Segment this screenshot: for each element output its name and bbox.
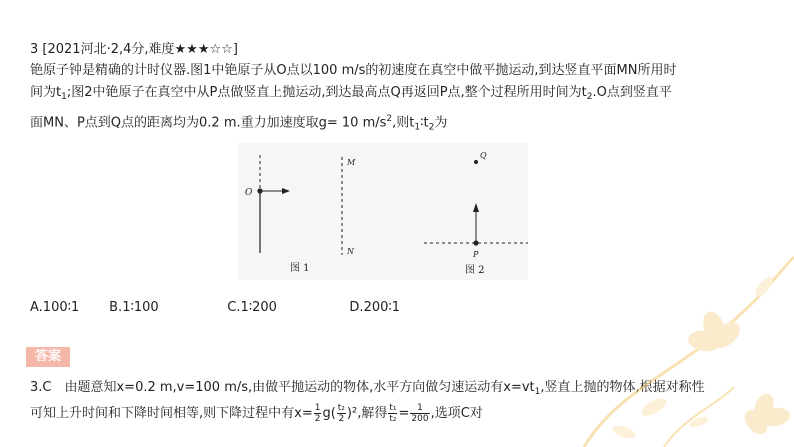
question-number: 3 (30, 42, 39, 57)
vine-branch (664, 387, 734, 447)
fraction-half (314, 403, 322, 424)
question-source-close: ] (232, 42, 238, 57)
question-line-2-part-a: 间为t (30, 85, 62, 100)
label-O: O (245, 188, 253, 198)
flower-2 (740, 391, 791, 439)
subscript-t2-ratio: 2 (428, 122, 435, 133)
question-header (30, 38, 238, 57)
fraction-result-den: 200 (411, 414, 429, 424)
label-N: N (347, 247, 354, 256)
fraction-t2-num: t₂ (337, 403, 345, 413)
answer-line-2-part-a: 可知上升时间和下降时间相等,则下降过程中有x= (30, 406, 313, 421)
question-text (30, 60, 770, 138)
fraction-result (410, 403, 429, 424)
question-line-3 (30, 108, 770, 138)
question-line-2 (30, 82, 770, 108)
question-line-3-part-a: 面MN、P点到Q点的距离均为0.2 m.重力加速度取g= 10 m/s (30, 115, 387, 131)
flower-1 (687, 309, 745, 354)
question-line-3-part-c: ∶t (420, 115, 429, 131)
label-M: M (347, 158, 356, 167)
fraction-ratio-den: t₂ (389, 414, 397, 424)
answer-subscript-1: 1 (534, 387, 541, 397)
fraction-half-den: 2 (314, 414, 321, 424)
fraction-result-num: 1 (410, 403, 429, 414)
question-line-3-part-b: ,则t (392, 115, 415, 131)
answer-choices (30, 300, 400, 315)
choice-d[interactable]: D.200∶1 (349, 300, 401, 315)
floral-decoration (464, 217, 794, 447)
subscript-t1: 1 (61, 92, 67, 102)
fraction-ratio (388, 403, 397, 424)
answer-tag: 答案 (26, 347, 70, 367)
fraction-half-num: 1 (314, 403, 321, 413)
answer-line-2-part-b: g( (322, 406, 336, 421)
fig1-caption: 图 1 (290, 263, 310, 274)
choice-b[interactable]: B.1∶100 (109, 300, 159, 315)
question-line-3-part-d: 为 (434, 115, 448, 131)
question-source: [2021河北·2,4分,难度 (42, 42, 175, 57)
answer-line-1-part-b: ,竖直上抛的物体,根据对称性 (540, 380, 705, 395)
fraction-t2-den: 2 (338, 414, 345, 424)
subscript-t1-ratio: 1 (414, 122, 421, 133)
choice-a[interactable]: A.100∶1 (30, 300, 80, 315)
label-P: P (473, 250, 479, 259)
question-line-2-part-c: .O点到竖直平 (592, 85, 672, 100)
label-Q: Q (480, 151, 487, 160)
velocity-arrowhead (282, 188, 290, 194)
subscript-t2: 2 (586, 92, 593, 102)
question-line-1: 铯原子钟是精确的计时仪器.图1中铯原子从O点以100 m/s的初速度在真空中做平抛运动,到达竖直平面MN所用时 (30, 63, 677, 78)
fraction-ratio-num: t₁ (389, 403, 397, 413)
upward-arrowhead (473, 203, 479, 212)
answer-line-2-part-d: = (398, 406, 410, 421)
answer-line-1-part-a: 3.C 由题意知x=0.2 m,v=100 m/s,由做平抛运动的物体,水平方向做匀速运动有x=vt (30, 380, 535, 395)
superscript-2: 2 (386, 114, 393, 124)
question-line-2-part-b: ;图2中铯原子在真空中从P点做竖直上抛运动,到达最高点Q再返回P点,整个过程所用时间为t (66, 85, 587, 100)
answer-line-2-part-c: )²,解得 (346, 406, 388, 421)
difficulty-stars: ★★★☆☆ (174, 42, 233, 57)
point-Q (474, 160, 478, 164)
fraction-t2-half (337, 403, 346, 424)
answer-line-2-part-e: ,选项C对 (430, 406, 483, 421)
fig2-caption: 图 2 (465, 265, 485, 276)
choice-c[interactable]: C.1∶200 (227, 300, 277, 315)
